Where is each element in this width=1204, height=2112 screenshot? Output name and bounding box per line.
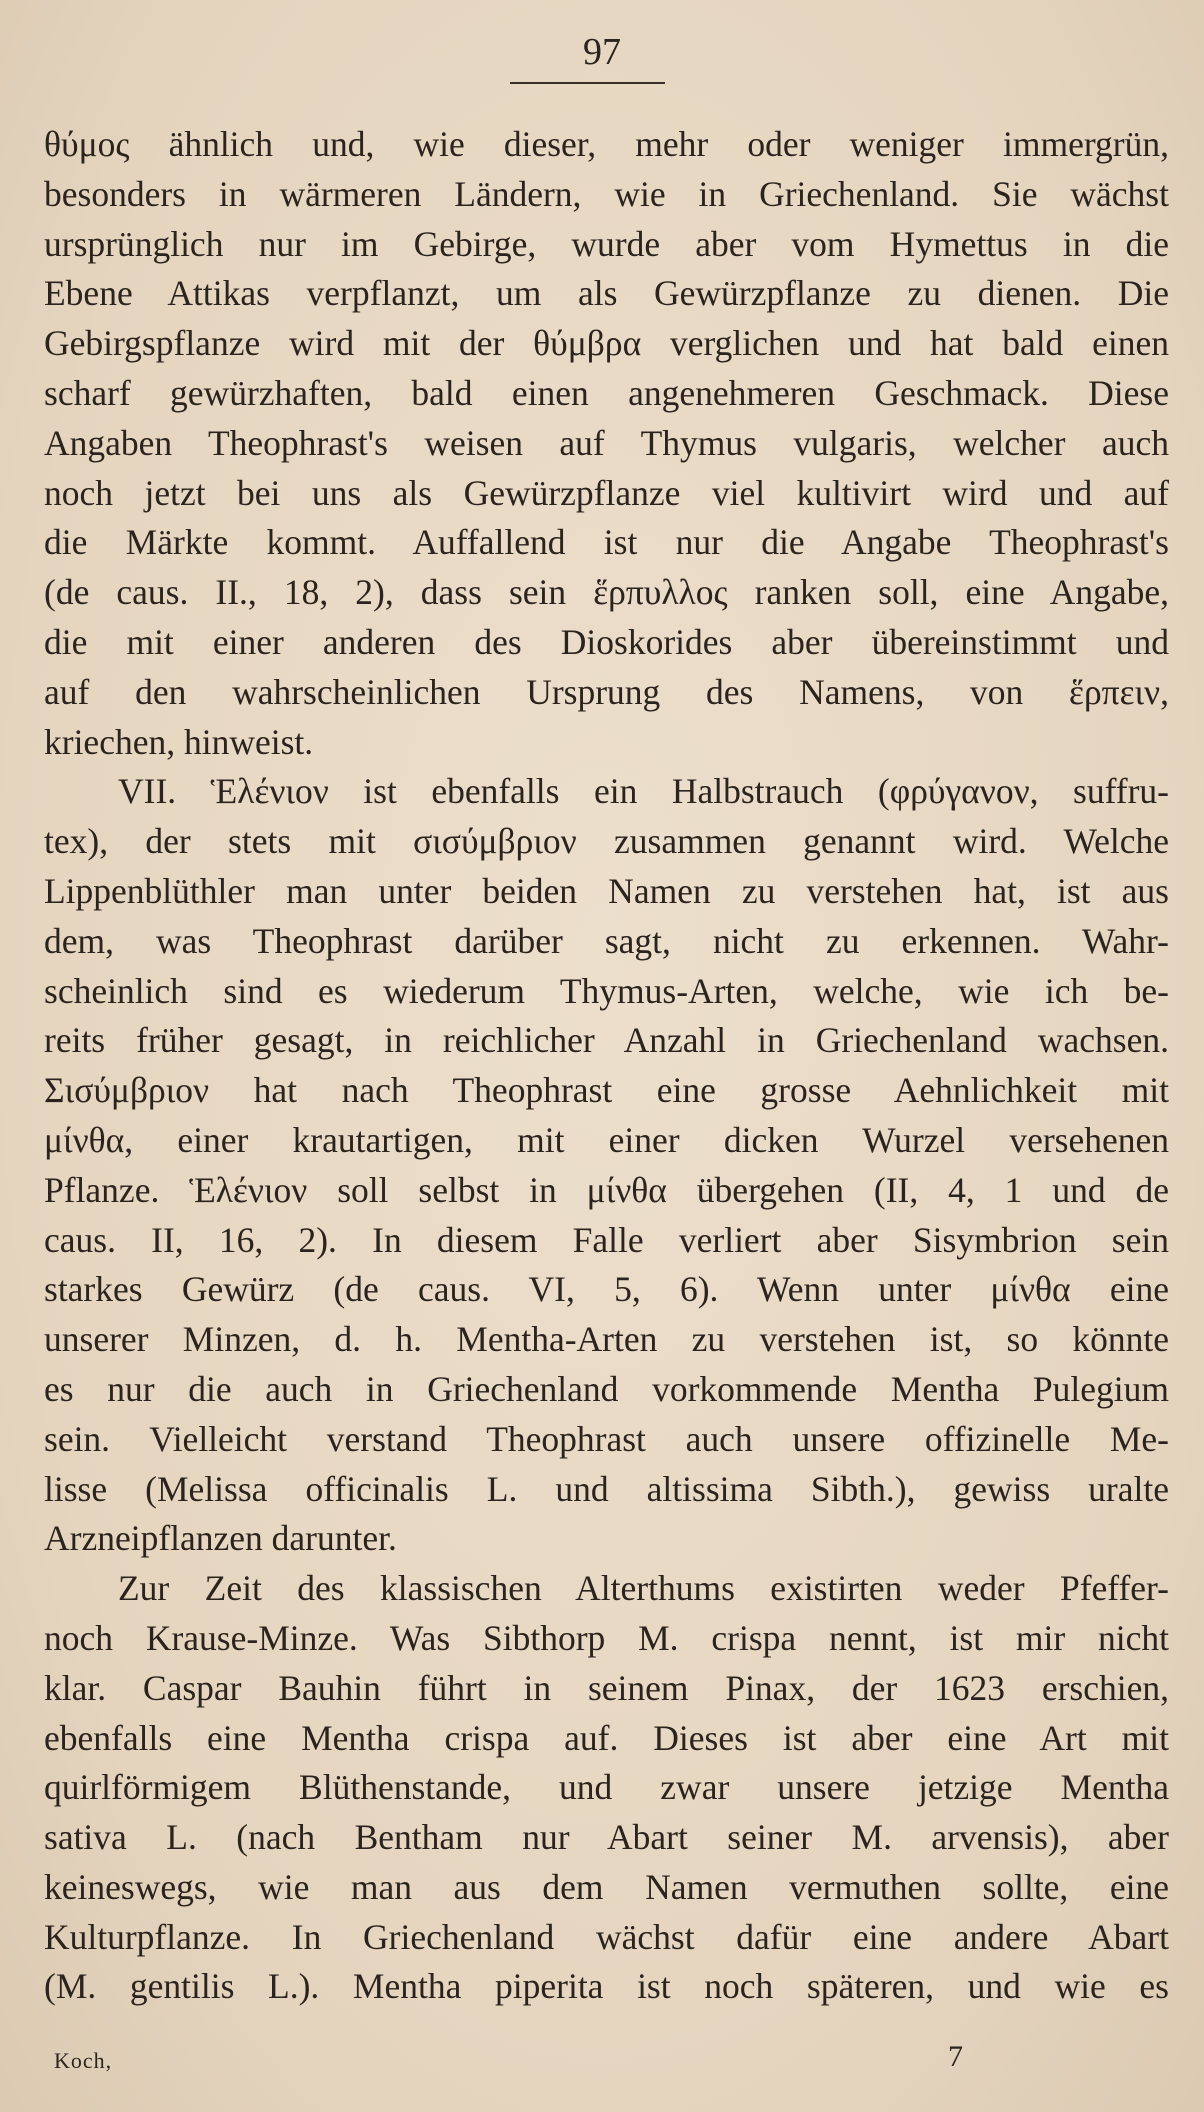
body-text <box>44 120 1169 2012</box>
text-line: Arzneipflanzen darunter. <box>44 1518 397 1559</box>
text-line: die mit einer anderen des Dioskorides aber übereinstimmt und <box>44 621 1169 662</box>
text-line: noch jetzt bei uns als Gewürzpflanze viel kultivirt wird und auf <box>44 472 1169 513</box>
footer-author: Koch, <box>54 2048 113 2073</box>
text-line: ursprünglich nur im Gebirge, wurde aber vom Hymettus in die <box>44 223 1169 264</box>
text-line: klar. Caspar Bauhin führt in seinem Pinax, der 1623 erschien, <box>44 1667 1169 1708</box>
text-line: sein. Vielleicht verstand Theophrast auch unsere offizinelle Me- <box>44 1418 1169 1459</box>
text-line: besonders in wärmeren Ländern, wie in Griechenland. Sie wächst <box>44 173 1169 214</box>
text-line: Lippenblüthler man unter beiden Namen zu verstehen hat, ist aus <box>44 870 1169 911</box>
text-line: noch Krause-Minze. Was Sibthorp M. crispa nennt, ist mir nicht <box>44 1617 1169 1658</box>
text-line: dem, was Theophrast darüber sagt, nicht zu erkennen. Wahr- <box>44 920 1169 961</box>
text-line: scheinlich sind es wiederum Thymus-Arten, welche, wie ich be- <box>44 970 1169 1011</box>
text-line: quirlförmigem Blüthenstande, und zwar unsere jetzige Mentha <box>44 1767 1169 1808</box>
text-line: (M. gentilis L.). Mentha piperita ist noch späteren, und wie es <box>44 1966 1169 2007</box>
text-line: (de caus. II., 18, 2), dass sein ἕρπυλλος ranken soll, eine Angabe, <box>44 572 1169 613</box>
text-line: starkes Gewürz (de caus. VI, 5, 6). Wenn unter μίνθα eine <box>44 1269 1169 1310</box>
text-line: μίνθα, einer krautartigen, mit einer dicken Wurzel versehenen <box>44 1119 1169 1160</box>
signature-mark: 7 <box>948 2040 963 2073</box>
text-line: scharf gewürzhaften, bald einen angenehmeren Geschmack. Diese <box>44 372 1169 413</box>
text-line: keineswegs, wie man aus dem Namen vermuthen sollte, eine <box>44 1866 1169 1907</box>
text-line: tex), der stets mit σισύμβριον zusammen genannt wird. Welche <box>44 821 1169 862</box>
page-header <box>0 30 1204 80</box>
text-line: reits früher gesagt, in reichlicher Anzahl in Griechenland wachsen. <box>44 1020 1169 1061</box>
text-line: Zur Zeit des klassischen Alterthums existirten weder Pfeffer- <box>118 1568 1169 1609</box>
text-line: caus. II, 16, 2). In diesem Falle verliert aber Sisymbrion sein <box>44 1219 1169 1260</box>
text-line: ebenfalls eine Mentha crispa auf. Dieses ist aber eine Art mit <box>44 1717 1169 1758</box>
text-line: Σισύμβριον hat nach Theophrast eine grosse Aehnlichkeit mit <box>44 1070 1169 1111</box>
text-line: es nur die auch in Griechenland vorkommende Mentha Pulegium <box>44 1368 1169 1409</box>
text-line: θύμος ähnlich und, wie dieser, mehr oder weniger immergrün, <box>44 124 1169 164</box>
text-line: Angaben Theophrast's weisen auf Thymus vulgaris, welcher auch <box>44 422 1169 463</box>
page-number: 97 <box>583 31 621 73</box>
text-line: auf den wahrscheinlichen Ursprung des Namens, von ἕρπειν, <box>44 671 1169 712</box>
text-line: Gebirgspflanze wird mit der θύμβρα verglichen und hat bald einen <box>44 323 1169 364</box>
text-line: Kulturpflanze. In Griechenland wächst dafür eine andere Abart <box>44 1916 1169 1957</box>
text-line: VII. Ἑλένιον ist ebenfalls ein Halbstrauch (φρύγανον, suffru- <box>118 771 1169 812</box>
text-line: Pflanze. Ἑλένιον soll selbst in μίνθα übergehen (II, 4, 1 und de <box>44 1169 1169 1210</box>
text-line: Ebene Attikas verpflanzt, um als Gewürzpflanze zu dienen. Die <box>44 273 1169 314</box>
text-line: sativa L. (nach Bentham nur Abart seiner M. arvensis), aber <box>44 1817 1169 1858</box>
header-rule <box>510 82 665 84</box>
text-line: kriechen, hinweist. <box>44 721 314 762</box>
text-line: lisse (Melissa officinalis L. und altissima Sibth.), gewiss uralte <box>44 1468 1169 1509</box>
text-line: unserer Minzen, d. h. Mentha-Arten zu verstehen ist, so könnte <box>44 1319 1169 1360</box>
text-line: die Märkte kommt. Auffallend ist nur die Angabe Theophrast's <box>44 522 1169 563</box>
